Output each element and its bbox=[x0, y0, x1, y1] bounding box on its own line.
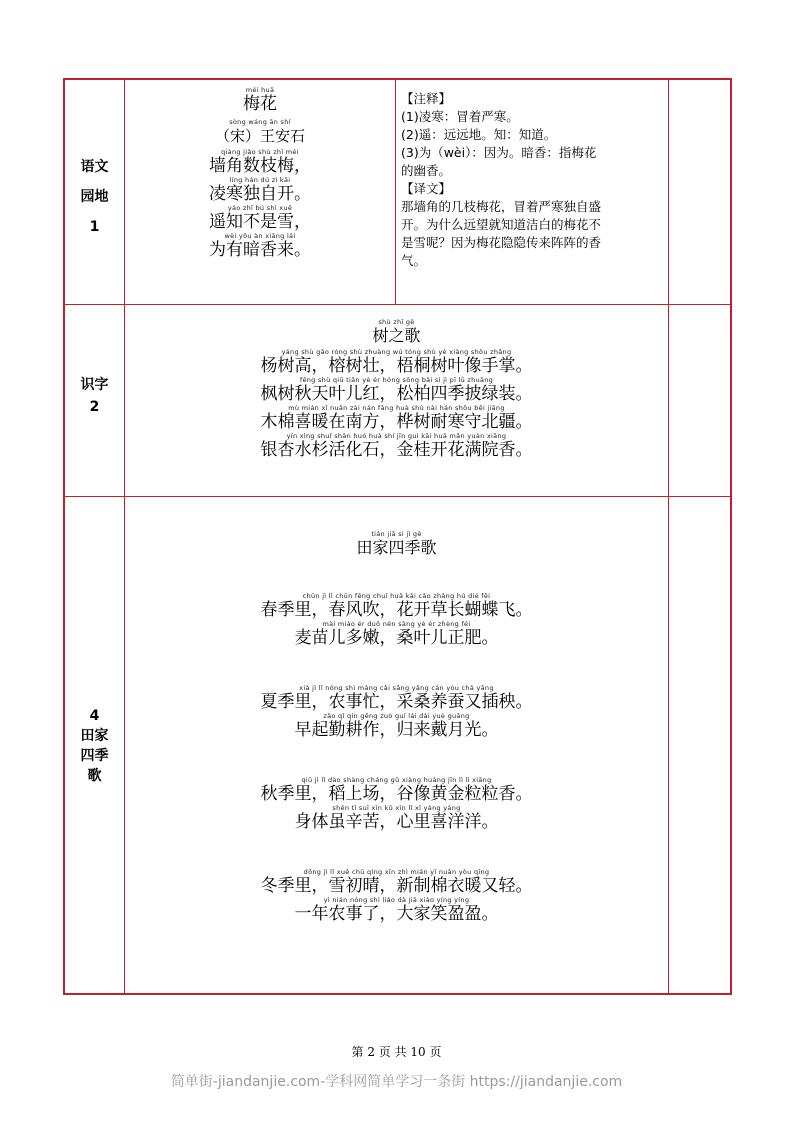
content-table bbox=[63, 78, 732, 995]
poem-line: 为有暗香来。 bbox=[209, 240, 311, 260]
line-pinyin: zǎo qǐ qín gēng zuò guī lái dài yuè guāng bbox=[323, 712, 470, 720]
label-line: 识字 bbox=[80, 377, 109, 393]
poem-meihua bbox=[125, 86, 395, 260]
stanza bbox=[125, 592, 668, 648]
label-line: 4 bbox=[89, 708, 100, 724]
label-line: 园地 bbox=[80, 189, 109, 205]
line-pinyin: chūn jì lǐ chūn fēng chuī huā kāi cǎo zhǎng hú dié fēi bbox=[302, 592, 491, 600]
line-pinyin: mài miáo ér duō nèn sāng yè ér zhèng féi bbox=[322, 620, 471, 628]
note-line: 气。 bbox=[401, 253, 427, 268]
watermark: 简单街-jiandanjie.com-学科网简单学习一条街 https://jiandanjie.com bbox=[170, 1074, 623, 1090]
poem-line: 杨树高，榕树壮，梧桐树叶像手掌。 bbox=[260, 356, 533, 376]
note-line: 是雪呢？因为梅花隐隐传来阵阵的香 bbox=[401, 235, 602, 250]
poem-tianjiasijige bbox=[125, 530, 668, 924]
title-pinyin: méi huā bbox=[245, 86, 275, 94]
line-pinyin: wèi yǒu àn xiāng lái bbox=[224, 232, 296, 240]
page-number: 第 2 页 共 10 页 bbox=[351, 1045, 442, 1059]
stanza bbox=[125, 684, 668, 740]
poem-line: 墙角数枝梅， bbox=[209, 156, 311, 176]
label-line: 2 bbox=[89, 399, 100, 415]
line-pinyin: yín xìng shuǐ shān huó huà shí jīn guì kāi huā mǎn yuàn xiāng bbox=[286, 432, 507, 440]
row-label bbox=[65, 706, 124, 786]
label-line: 语文 bbox=[80, 159, 109, 175]
poem-line: 木棉喜暖在南方，桦树耐寒守北疆。 bbox=[260, 412, 533, 432]
line-pinyin: qiáng jiǎo shù zhī méi bbox=[221, 148, 299, 156]
line-pinyin: fēng shù qiū tiān yè ér hóng sōng bǎi sì jì pī lǜ zhuāng bbox=[299, 376, 494, 384]
poem-shuzhige bbox=[125, 318, 668, 460]
poem-title: 梅花 bbox=[243, 94, 277, 114]
line-pinyin: shēn tǐ suī xīn kǔ xīn lǐ xǐ yáng yáng bbox=[332, 804, 461, 812]
poem-title: 树之歌 bbox=[372, 326, 421, 345]
column-divider bbox=[395, 80, 396, 304]
line-pinyin: mù mián xǐ nuǎn zài nán fāng huà shù nài hán shǒu běi jiāng bbox=[288, 404, 505, 412]
row-divider bbox=[65, 304, 730, 305]
notes-panel bbox=[401, 90, 665, 270]
poem-line: 身体虽辛苦，心里喜洋洋。 bbox=[294, 812, 499, 832]
notes-heading: 【注释】 bbox=[401, 91, 452, 106]
poem-line: 早起勤耕作，归来戴月光。 bbox=[294, 720, 499, 740]
note-line: 开。为什么远望就知道洁白的梅花不 bbox=[401, 217, 602, 232]
note-line: (3)为（wèi）：因为。暗香：指梅花 bbox=[401, 145, 597, 160]
line-pinyin: xià jì lǐ nóng shì máng cǎi sāng yǎng cán yòu chā yāng bbox=[299, 684, 494, 692]
poem-line: 春季里，春风吹，花开草长蝴蝶飞。 bbox=[260, 600, 533, 620]
poem-line: 遥知不是雪， bbox=[209, 212, 311, 232]
line-pinyin: yì nián nóng shì liǎo dà jiā xiào yíng yíng bbox=[323, 896, 470, 904]
poem-line: 枫树秋天叶儿红，松柏四季披绿装。 bbox=[260, 384, 533, 404]
note-line: (1)凌寒：冒着严寒。 bbox=[401, 109, 519, 124]
note-line: 那墙角的几枝梅花，冒着严寒独自盛 bbox=[401, 199, 602, 214]
poem-line: 凌寒独自开。 bbox=[209, 184, 311, 204]
line-pinyin: yáng shù gāo róng shù zhuàng wú tóng shù yè xiàng shǒu zhǎng bbox=[281, 348, 512, 356]
poem-line: 夏季里，农事忙，采桑养蚕又插秧。 bbox=[260, 692, 533, 712]
author-pinyin: sòng wáng ān shí bbox=[229, 118, 291, 126]
poem-author: （宋）王安石 bbox=[214, 127, 305, 145]
poem-line: 冬季里，雪初晴，新制棉衣暖又轻。 bbox=[260, 876, 533, 896]
poem-line: 银杏水杉活化石，金桂开花满院香。 bbox=[260, 440, 533, 460]
note-line: 的幽香。 bbox=[401, 163, 452, 178]
line-pinyin: dōng jì lǐ xuě chū qíng xīn zhì mián yī nuǎn yòu qīng bbox=[303, 868, 490, 876]
note-line: (2)遥：远远地。知：知道。 bbox=[401, 127, 557, 142]
label-line: 田家 bbox=[80, 728, 109, 744]
line-pinyin: yáo zhī bú shì xuě bbox=[227, 204, 293, 212]
title-pinyin: shù zhī gē bbox=[378, 318, 415, 326]
stanza bbox=[125, 776, 668, 832]
label-line: 歌 bbox=[87, 768, 102, 784]
row-label bbox=[65, 370, 124, 414]
label-line: 四季 bbox=[80, 748, 109, 764]
poem-line: 麦苗儿多嫩，桑叶儿正肥。 bbox=[294, 628, 499, 648]
label-line: 1 bbox=[89, 219, 100, 235]
translation-heading: 【译文】 bbox=[401, 181, 452, 196]
line-pinyin: qiū jì lǐ dào shàng cháng gǔ xiàng huáng jīn lì lì xiāng bbox=[301, 776, 492, 784]
column-divider bbox=[668, 80, 669, 993]
row-divider bbox=[65, 496, 730, 497]
title-pinyin: tián jiā sì jì gē bbox=[371, 530, 422, 538]
poem-line: 秋季里，稻上场，谷像黄金粒粒香。 bbox=[260, 784, 533, 804]
stanza bbox=[125, 868, 668, 924]
line-pinyin: líng hán dú zì kāi bbox=[229, 176, 291, 184]
poem-line: 一年农事了，大家笑盈盈。 bbox=[294, 904, 499, 924]
row-label bbox=[65, 152, 124, 242]
poem-title: 田家四季歌 bbox=[356, 538, 437, 557]
